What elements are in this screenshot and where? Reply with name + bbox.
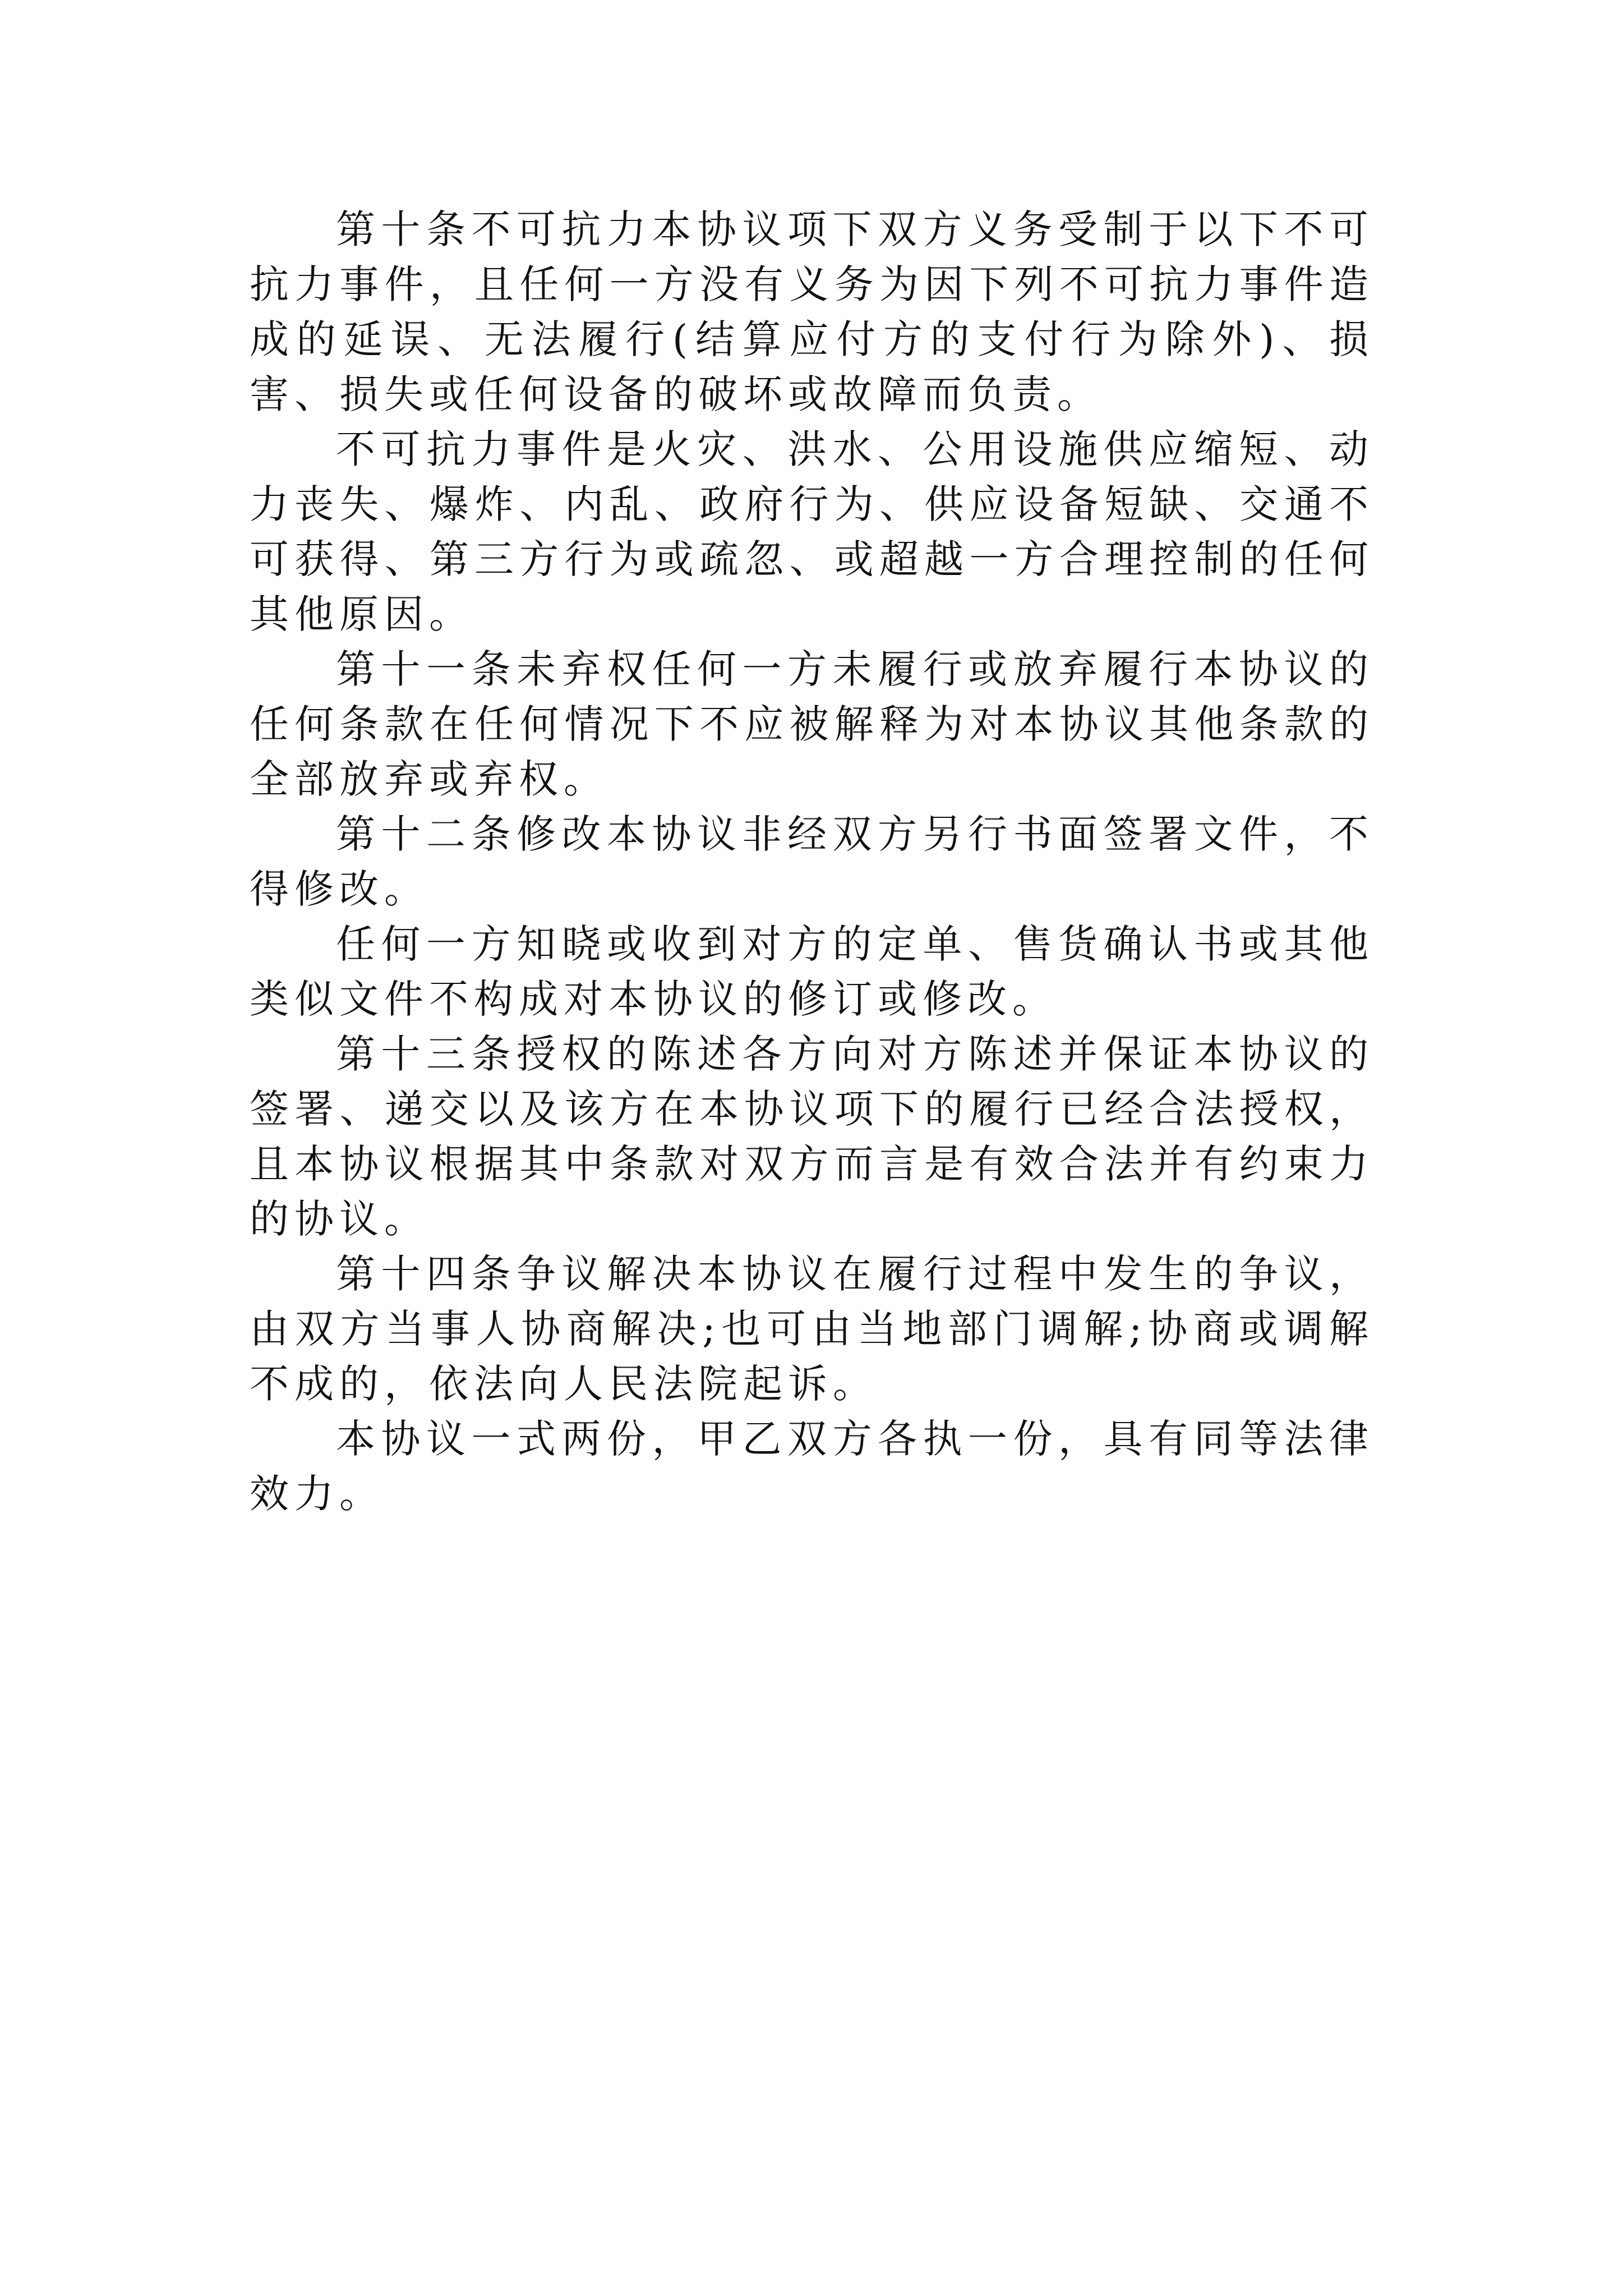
paragraph-amendment: 第十二条修改本协议非经双方另行书面签署文件，不得修改。 bbox=[250, 811, 1374, 912]
paragraph-amendment-orders: 任何一方知晓或收到对方的定单、售货确认书或其他类似文件不构成对本协议的修订或修改。 bbox=[250, 921, 1374, 1022]
paragraph-no-waiver: 第十一条未弃权任何一方未履行或放弃履行本协议的任何条款在任何情况下不应被解释为对本协议其他条款的全部放弃或弃权。 bbox=[250, 646, 1374, 802]
paragraph-authorization: 第十三条授权的陈述各方向对方陈述并保证本协议的签署、递交以及该方在本协议项下的履行已经合法授权，且本协议根据其中条款对双方而言是有效合法并有约束力的协议。 bbox=[250, 1031, 1374, 1242]
paragraph-force-majeure: 第十条不可抗力本协议项下双方义务受制于以下不可抗力事件，且任何一方没有义务为因下列不可抗力事件造成的延误、无法履行(结算应付方的支付行为除外)、损害、损失或任何设备的破坏或故障而负责。 bbox=[250, 206, 1374, 417]
document-body bbox=[250, 202, 1374, 1521]
paragraph-force-majeure-events: 不可抗力事件是火灾、洪水、公用设施供应缩短、动力丧失、爆炸、内乱、政府行为、供应设备短缺、交通不可获得、第三方行为或疏忽、或超越一方合理控制的任何其他原因。 bbox=[250, 426, 1374, 637]
paragraph-dispute-resolution: 第十四条争议解决本协议在履行过程中发生的争议，由双方当事人协商解决;也可由当地部门调解;协商或调解不成的，依法向人民法院起诉。 bbox=[250, 1251, 1374, 1407]
paragraph-copies: 本协议一式两份，甲乙双方各执一份，具有同等法律效力。 bbox=[250, 1416, 1374, 1517]
